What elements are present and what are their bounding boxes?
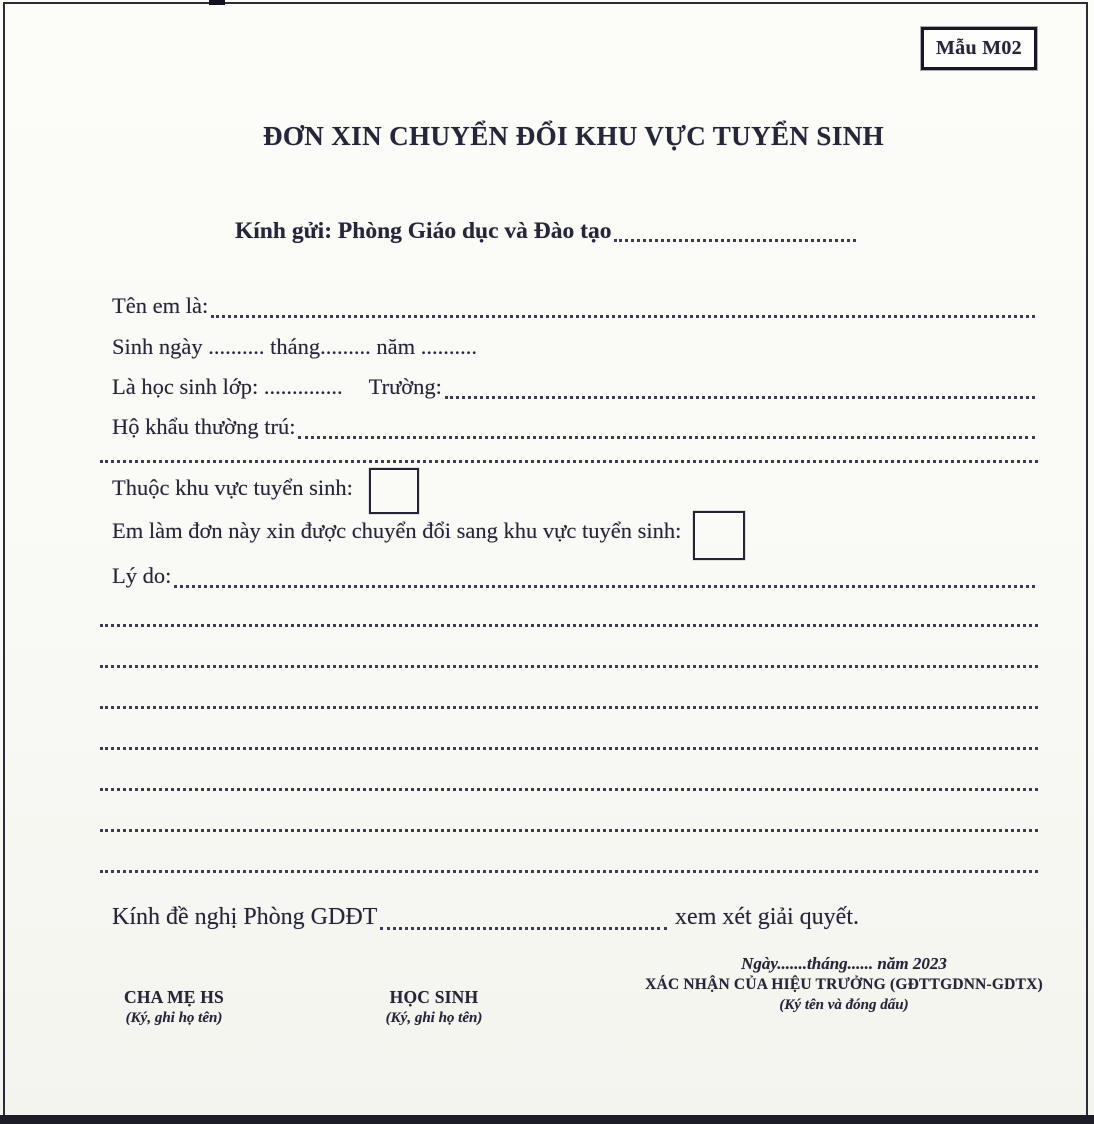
closing-fill-line bbox=[377, 896, 667, 938]
student-name-fill-line bbox=[208, 286, 1035, 326]
school-fill-line bbox=[442, 367, 1035, 407]
signature-block-student bbox=[344, 986, 524, 1029]
closing-request-line bbox=[112, 896, 859, 938]
salutation-line bbox=[235, 212, 856, 250]
field-class-school bbox=[112, 367, 1035, 407]
reason-blank-line bbox=[100, 832, 1038, 873]
salutation-label: Kính gửi: Phòng Giáo dục và Đào tạo bbox=[235, 218, 612, 244]
salutation-fill-line bbox=[611, 212, 856, 250]
student-name-label: Tên em là: bbox=[112, 293, 209, 318]
form-code-badge bbox=[921, 27, 1037, 70]
form-code-label: Mẫu M02 bbox=[936, 37, 1022, 59]
student-signature-title: HỌC SINH bbox=[389, 987, 479, 1007]
school-label: Trường: bbox=[368, 374, 442, 399]
reason-blank-line bbox=[100, 586, 1038, 627]
target-zone-checkbox bbox=[693, 511, 745, 560]
current-zone-label: Thuộc khu vực tuyển sinh: bbox=[112, 475, 353, 500]
principal-signature-note: (Ký tên và đóng dấu) bbox=[779, 997, 909, 1013]
closing-prefix: Kính đề nghị Phòng GDĐT bbox=[112, 904, 378, 930]
form-title: ĐƠN XIN CHUYỂN ĐỔI KHU VỰC TUYỂN SINH bbox=[262, 121, 885, 151]
reason-blank-lines bbox=[100, 586, 1038, 873]
signature-block-parent bbox=[84, 986, 264, 1029]
parent-signature-title: CHA MẸ HS bbox=[123, 987, 224, 1007]
scan-artifact-tick bbox=[209, 0, 225, 5]
field-student-name bbox=[112, 286, 1035, 326]
signature-block-principal bbox=[598, 952, 1090, 1016]
reason-blank-line bbox=[100, 750, 1038, 791]
principal-date-line: Ngày.......tháng...... năm 2023 bbox=[741, 954, 947, 973]
principal-signature-title: XÁC NHẬN CỦA HIỆU TRƯỞNG (GĐTTGDNN-GDTX) bbox=[645, 976, 1043, 993]
reason-blank-line bbox=[100, 668, 1038, 709]
current-zone-checkbox bbox=[369, 468, 419, 514]
field-date-of-birth bbox=[112, 327, 1035, 367]
closing-suffix: xem xét giải quyết. bbox=[675, 904, 859, 930]
reason-label: Lý do: bbox=[112, 563, 172, 588]
parent-signature-note: (Ký, ghi họ tên) bbox=[125, 1010, 223, 1026]
date-of-birth-label: Sinh ngày .......... tháng......... năm .......... bbox=[112, 334, 477, 359]
reason-blank-line bbox=[100, 709, 1038, 750]
class-label: Là học sinh lớp: .............. bbox=[112, 374, 343, 399]
reason-blank-line bbox=[100, 627, 1038, 668]
residence-label: Hộ khẩu thường trú: bbox=[112, 414, 296, 439]
field-target-zone bbox=[112, 511, 1035, 560]
residence-continuation-line bbox=[100, 424, 1038, 463]
target-zone-label: Em làm đơn này xin được chuyển đổi sang khu vực tuyển sinh: bbox=[112, 518, 682, 543]
student-signature-note: (Ký, ghi họ tên) bbox=[385, 1010, 483, 1026]
field-current-zone bbox=[112, 468, 1035, 514]
reason-blank-line bbox=[100, 791, 1038, 832]
scan-bottom-edge bbox=[0, 1115, 1094, 1124]
